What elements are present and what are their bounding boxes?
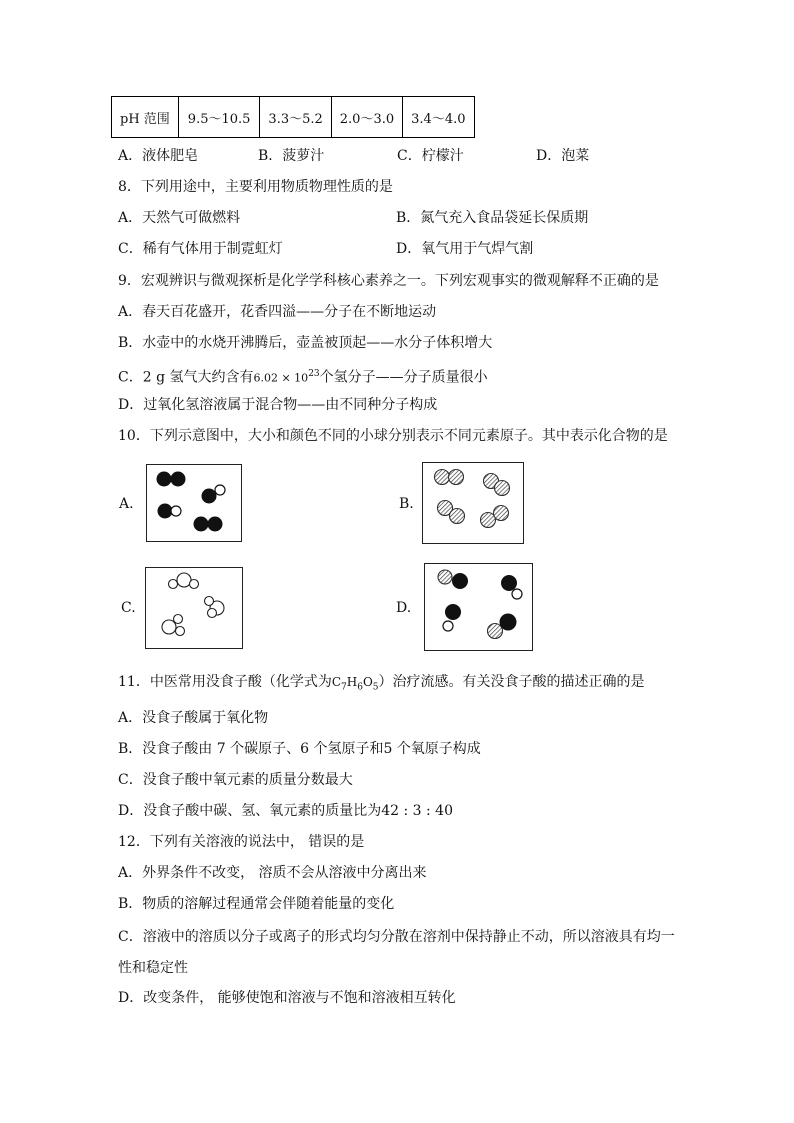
q12-option-d[interactable]: D．改变条件， 能够使饱和溶液与不饱和溶液相互转化 [118, 990, 456, 1006]
molecule [438, 501, 465, 524]
q12-option-c[interactable]: C．溶液中的溶质以分子或离子的形式均匀分散在溶剂中保持静止不动，所以溶液具有均一 [118, 929, 675, 945]
molecule [162, 615, 185, 636]
q9-stem: 9．宏观辨识与微观探析是化学学科核心素养之一。下列宏观事实的微观解释不正确的是 [118, 273, 659, 289]
ph-header-cell: pH 范围 [112, 97, 179, 138]
formula-element: C [331, 675, 342, 689]
q11-option-a[interactable]: A．没食子酸属于氧化物 [118, 710, 269, 726]
q10-diagram-c[interactable] [145, 567, 243, 649]
formula-subscript: 7 [341, 682, 347, 693]
molecule [202, 485, 226, 504]
q8-option-d[interactable]: D．氧气用于气焊气割 [396, 241, 534, 257]
q7-option-b[interactable]: B．菠萝汁 [258, 148, 325, 164]
q9-option-a[interactable]: A．春天百花盛开，花香四溢——分子在不断地运动 [118, 304, 437, 320]
q11-formula [331, 675, 379, 693]
q10-stem: 10．下列示意图中，大小和颜色不同的小球分别表示不同元素原子。其中表示化合物的是 [118, 428, 668, 444]
q7-option-a[interactable]: A．液体肥皂 [118, 148, 199, 164]
q9-option-b[interactable]: B．水壶中的水烧开沸腾后，壶盖被顶起——水分子体积增大 [118, 335, 493, 351]
q11-stem-pre: 11．中医常用没食子酸（化学式为 [118, 674, 332, 690]
q7-option-c[interactable]: C．柠檬汁 [397, 148, 464, 164]
q11-option-c[interactable]: C．没食子酸中氧元素的质量分数最大 [118, 772, 353, 788]
ph-cell: 3.4～4.0 [403, 97, 474, 138]
q12-option-b[interactable]: B．物质的溶解过程通常会伴随着能量的变化 [118, 896, 395, 912]
q10-diagram-d[interactable] [424, 563, 533, 651]
molecule [443, 604, 461, 631]
q12-option-c-continued: 性和稳定性 [118, 960, 188, 976]
q9-option-c-post: 个氢分子——分子质量很小 [319, 369, 488, 386]
q9-option-c-exponent: 23 [308, 369, 320, 379]
ph-cell: 9.5～10.5 [178, 97, 260, 138]
q10-diagram-a[interactable] [146, 464, 242, 542]
formula-subscript: 6 [357, 682, 363, 693]
formula-subscript: 5 [372, 682, 379, 693]
molecule [435, 470, 464, 485]
q12-stem: 12．下列有关溶液的说法中， 错误的是 [118, 834, 365, 850]
q10-diagram-b[interactable] [422, 462, 524, 544]
molecule [205, 597, 225, 618]
q11-stem-post: ）治疗流感。有关没食子酸的描述正确的是 [378, 674, 645, 690]
q9-option-d[interactable]: D．过氧化氢溶液属于混合物——由不同种分子构成 [118, 397, 438, 413]
formula-element: O [362, 675, 373, 689]
q10-label-a[interactable]: A. [119, 496, 134, 512]
q9-option-c[interactable] [118, 365, 488, 388]
q9-option-c-pre: C．2 g 氢气大约含有 [118, 369, 254, 386]
q11-option-b[interactable]: B．没食子酸由 7 个碳原子、6 个氢原子和5 个氧原子构成 [118, 741, 481, 757]
molecule [484, 474, 510, 496]
molecule [158, 504, 182, 519]
molecule [501, 575, 522, 599]
q10-label-b[interactable]: B. [399, 496, 414, 512]
molecule [157, 472, 186, 487]
ph-cell: 3.3～5.2 [260, 97, 331, 138]
q12-option-a[interactable]: A．外界条件不改变， 溶质不会从溶液中分离出来 [118, 865, 427, 881]
q10-label-d[interactable]: D. [396, 600, 412, 616]
molecule [169, 573, 199, 589]
q7-option-d[interactable]: D．泡菜 [536, 148, 590, 164]
molecule [194, 517, 223, 532]
q11-option-d[interactable]: D．没食子酸中碳、氢、氧元素的质量比为42 : 3 : 40 [118, 803, 453, 819]
q11-stem [118, 673, 645, 696]
q8-option-a[interactable]: A．天然气可做燃料 [118, 210, 241, 226]
molecule [438, 570, 468, 589]
ph-cell: 2.0～3.0 [331, 97, 402, 138]
molecule [488, 614, 517, 639]
q8-option-c[interactable]: C．稀有气体用于制霓虹灯 [118, 241, 283, 257]
molecule [481, 506, 509, 528]
q9-option-c-number: 6.02 × 10 [253, 371, 309, 385]
ph-table [111, 96, 475, 138]
q8-option-b[interactable]: B．氮气充入食品袋延长保质期 [396, 210, 589, 226]
q8-stem: 8．下列用途中，主要利用物质物理性质的是 [118, 179, 393, 195]
formula-element: H [346, 675, 358, 689]
q10-label-c[interactable]: C. [121, 600, 136, 616]
